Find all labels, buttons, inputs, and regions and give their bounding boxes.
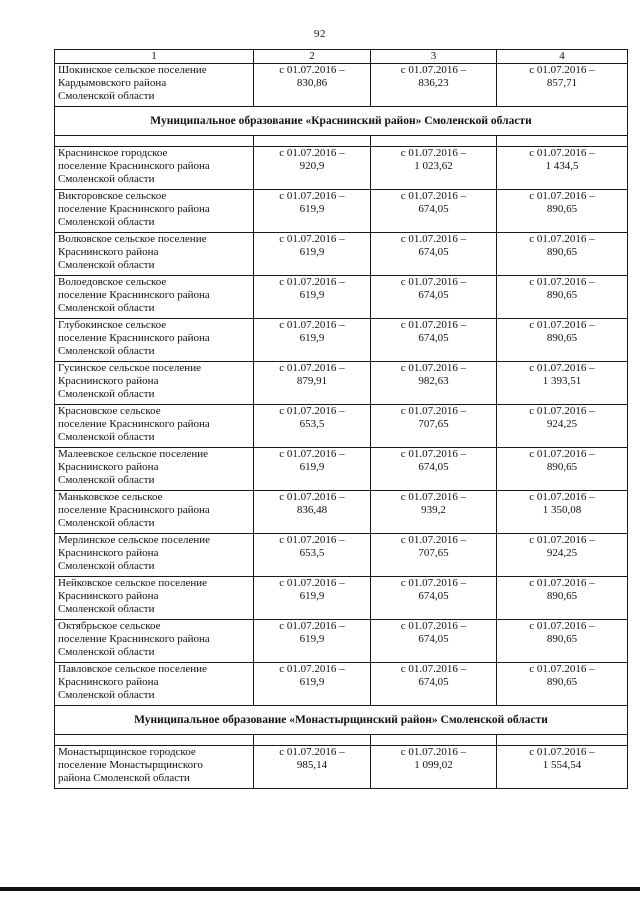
settlement-name-cell: [55, 233, 254, 276]
cell-line: с 01.07.2016 –: [529, 276, 595, 288]
column-header: 2: [254, 50, 371, 64]
tariff-cell-c2: [254, 620, 371, 663]
cell-line: с 01.07.2016 –: [529, 577, 595, 589]
cell-line: с 01.07.2016 –: [279, 405, 345, 417]
cell-line: Краснинского района: [58, 375, 159, 387]
cell-line: 920,9: [299, 160, 325, 172]
cell-line: с 01.07.2016 –: [400, 190, 467, 202]
cell-line: с 01.07.2016 –: [400, 746, 467, 758]
cell-line: Смоленской области: [58, 173, 155, 185]
cell-line: с 01.07.2016 –: [279, 233, 345, 245]
tariff-cell-c4: [497, 577, 628, 620]
tariff-cell-c2: [254, 147, 371, 190]
bottom-scan-border: [0, 887, 640, 891]
tariff-cell-c3: [371, 276, 497, 319]
table-row: [55, 362, 628, 405]
table-row: [55, 319, 628, 362]
cell-line: с 01.07.2016 –: [529, 64, 595, 76]
cell-line: поселение Краснинского района: [58, 633, 210, 645]
tariff-cell-c3: [371, 746, 497, 789]
cell-line: с 01.07.2016 –: [529, 663, 595, 675]
settlement-name-cell: [55, 276, 254, 319]
cell-line: 890,65: [546, 461, 578, 473]
table-row: [55, 491, 628, 534]
cell-line: 707,65: [418, 418, 449, 430]
cell-line: с 01.07.2016 –: [279, 319, 345, 331]
cell-line: 1 554,54: [542, 759, 582, 771]
cell-line: Викторовское сельское: [58, 190, 167, 202]
tariff-cell-c3: [371, 663, 497, 706]
table-row: [55, 64, 628, 107]
tariff-cell-c2: [254, 190, 371, 233]
cell-line: 890,65: [546, 289, 578, 301]
settlement-name-cell: [55, 491, 254, 534]
section-heading-row: [55, 706, 628, 735]
cell-line: 619,9: [299, 676, 325, 688]
cell-line: Смоленской области: [58, 90, 155, 102]
cell-line: Смоленской области: [58, 560, 155, 572]
settlement-name-cell: [55, 663, 254, 706]
settlement-name-cell: [55, 405, 254, 448]
cell-line: 674,05: [418, 332, 449, 344]
cell-line: поселение Монастырщинского: [58, 759, 203, 771]
spacer-cell: [371, 735, 497, 746]
tariff-table: [54, 49, 628, 789]
settlement-name-cell: [55, 190, 254, 233]
cell-line: с 01.07.2016 –: [400, 319, 467, 331]
cell-line: с 01.07.2016 –: [279, 577, 345, 589]
tariff-cell-c3: [371, 64, 497, 107]
cell-line: 890,65: [546, 633, 578, 645]
tariff-table-body: [55, 50, 628, 789]
cell-line: с 01.07.2016 –: [529, 405, 595, 417]
cell-line: поселение Краснинского района: [58, 504, 210, 516]
cell-line: 619,9: [299, 590, 325, 602]
cell-line: Краснинское городское: [58, 147, 168, 159]
cell-line: 924,25: [546, 547, 578, 559]
cell-line: с 01.07.2016 –: [279, 190, 345, 202]
cell-line: 982,63: [418, 375, 449, 387]
cell-line: Глубокинское сельское: [58, 319, 167, 331]
cell-line: 674,05: [418, 289, 449, 301]
cell-line: 619,9: [299, 289, 325, 301]
tariff-cell-c4: [497, 319, 628, 362]
cell-line: 674,05: [418, 246, 449, 258]
table-row: [55, 233, 628, 276]
tariff-cell-c3: [371, 362, 497, 405]
cell-line: Смоленской области: [58, 646, 155, 658]
cell-line: с 01.07.2016 –: [529, 746, 595, 758]
tariff-cell-c3: [371, 233, 497, 276]
cell-line: с 01.07.2016 –: [400, 362, 467, 374]
cell-line: с 01.07.2016 –: [400, 534, 467, 546]
cell-line: поселение Краснинского района: [58, 203, 210, 215]
settlement-name-cell: [55, 319, 254, 362]
cell-line: Смоленской области: [58, 345, 155, 357]
cell-line: с 01.07.2016 –: [279, 362, 345, 374]
cell-line: 830,86: [296, 77, 328, 89]
tariff-cell-c2: [254, 233, 371, 276]
section-heading: Муниципальное образование «Краснинский район» Смоленской области: [55, 107, 628, 136]
table-row: [55, 534, 628, 577]
tariff-cell-c4: [497, 620, 628, 663]
cell-line: 674,05: [418, 590, 449, 602]
table-row: [55, 577, 628, 620]
tariff-cell-c4: [497, 746, 628, 789]
tariff-cell-c4: [497, 534, 628, 577]
tariff-cell-c2: [254, 276, 371, 319]
cell-line: Смоленской области: [58, 517, 155, 529]
cell-line: 1 350,08: [542, 504, 582, 516]
spacer-row: [55, 136, 628, 147]
spacer-cell: [254, 735, 371, 746]
cell-line: района Смоленской области: [58, 772, 190, 784]
cell-line: Краснинского района: [58, 547, 159, 559]
tariff-cell-c4: [497, 491, 628, 534]
cell-line: с 01.07.2016 –: [279, 276, 345, 288]
cell-line: с 01.07.2016 –: [279, 746, 345, 758]
cell-line: с 01.07.2016 –: [529, 362, 595, 374]
cell-line: Краснинского района: [58, 676, 159, 688]
cell-line: 674,05: [418, 633, 449, 645]
cell-line: 653,5: [299, 418, 325, 430]
cell-line: Маньковское сельское: [58, 491, 163, 503]
cell-line: с 01.07.2016 –: [400, 276, 467, 288]
tariff-cell-c4: [497, 405, 628, 448]
section-heading-row: [55, 107, 628, 136]
tariff-cell-c2: [254, 448, 371, 491]
cell-line: 924,25: [546, 418, 578, 430]
cell-line: 674,05: [418, 203, 449, 215]
cell-line: 619,9: [299, 246, 325, 258]
table-row: [55, 405, 628, 448]
tariff-cell-c3: [371, 491, 497, 534]
tariff-cell-c4: [497, 362, 628, 405]
cell-line: Малеевское сельское поселение: [58, 448, 209, 460]
tariff-cell-c2: [254, 577, 371, 620]
column-header: 1: [55, 50, 254, 64]
settlement-name-cell: [55, 448, 254, 491]
tariff-cell-c2: [254, 534, 371, 577]
cell-line: Мерлинское сельское поселение: [58, 534, 210, 546]
cell-line: Краснинского района: [58, 461, 159, 473]
cell-line: 836,48: [296, 504, 328, 516]
cell-line: 674,05: [418, 676, 449, 688]
cell-line: 890,65: [546, 676, 578, 688]
tariff-cell-c3: [371, 190, 497, 233]
cell-line: 619,9: [299, 461, 325, 473]
cell-line: Смоленской области: [58, 216, 155, 228]
cell-line: Красновское сельское: [58, 405, 161, 417]
cell-line: Волковское сельское поселение: [58, 233, 207, 245]
cell-line: 890,65: [546, 332, 578, 344]
cell-line: 836,23: [418, 77, 449, 89]
cell-line: с 01.07.2016 –: [400, 491, 467, 503]
cell-line: с 01.07.2016 –: [529, 233, 595, 245]
cell-line: 1 434,5: [545, 160, 579, 172]
cell-line: 619,9: [299, 633, 325, 645]
cell-line: с 01.07.2016 –: [279, 491, 345, 503]
tariff-cell-c2: [254, 746, 371, 789]
cell-line: Смоленской области: [58, 259, 155, 271]
cell-line: с 01.07.2016 –: [400, 577, 467, 589]
cell-line: Нейковское сельское поселение: [58, 577, 207, 589]
settlement-name-cell: [55, 64, 254, 107]
tariff-cell-c4: [497, 64, 628, 107]
cell-line: 653,5: [299, 547, 325, 559]
spacer-cell: [371, 136, 497, 147]
cell-line: с 01.07.2016 –: [400, 448, 467, 460]
cell-line: с 01.07.2016 –: [279, 534, 345, 546]
cell-line: с 01.07.2016 –: [529, 190, 595, 202]
cell-line: Кардымовского района: [58, 77, 167, 89]
tariff-cell-c2: [254, 405, 371, 448]
cell-line: с 01.07.2016 –: [279, 663, 345, 675]
table-row: [55, 746, 628, 789]
settlement-name-cell: [55, 620, 254, 663]
cell-line: с 01.07.2016 –: [529, 147, 595, 159]
tariff-cell-c3: [371, 577, 497, 620]
tariff-cell-c2: [254, 319, 371, 362]
cell-line: с 01.07.2016 –: [400, 663, 467, 675]
table-row: [55, 448, 628, 491]
spacer-row: [55, 735, 628, 746]
spacer-cell: [497, 136, 628, 147]
spacer-cell: [497, 735, 628, 746]
cell-line: поселение Краснинского района: [58, 289, 210, 301]
cell-line: с 01.07.2016 –: [400, 620, 467, 632]
cell-line: 985,14: [296, 759, 328, 771]
cell-line: с 01.07.2016 –: [279, 64, 345, 76]
settlement-name-cell: [55, 746, 254, 789]
spacer-cell: [254, 136, 371, 147]
table-row: [55, 147, 628, 190]
tariff-cell-c2: [254, 64, 371, 107]
cell-line: Смоленской области: [58, 431, 155, 443]
cell-line: 939,2: [421, 504, 446, 516]
cell-line: 674,05: [418, 461, 449, 473]
cell-line: с 01.07.2016 –: [529, 620, 595, 632]
cell-line: Гусинское сельское поселение: [58, 362, 201, 374]
tariff-cell-c2: [254, 491, 371, 534]
table-row: [55, 276, 628, 319]
table-row: [55, 620, 628, 663]
page-number: 92: [314, 28, 326, 40]
cell-line: с 01.07.2016 –: [279, 448, 345, 460]
cell-line: Краснинского района: [58, 246, 159, 258]
tariff-cell-c3: [371, 620, 497, 663]
spacer-cell: [55, 735, 254, 746]
tariff-cell-c4: [497, 190, 628, 233]
cell-line: с 01.07.2016 –: [400, 64, 467, 76]
cell-line: с 01.07.2016 –: [400, 147, 467, 159]
tariff-cell-c4: [497, 233, 628, 276]
cell-line: Смоленской области: [58, 302, 155, 314]
cell-line: с 01.07.2016 –: [529, 534, 595, 546]
cell-line: Смоленской области: [58, 388, 155, 400]
cell-line: 1 023,62: [414, 160, 453, 172]
cell-line: Волоедовское сельское: [58, 276, 167, 288]
cell-line: Шокинское сельское поселение: [58, 64, 207, 76]
cell-line: Смоленской области: [58, 603, 155, 615]
tariff-cell-c2: [254, 362, 371, 405]
cell-line: 707,65: [418, 547, 449, 559]
cell-line: 890,65: [546, 590, 578, 602]
settlement-name-cell: [55, 577, 254, 620]
cell-line: 1 099,02: [414, 759, 453, 771]
settlement-name-cell: [55, 147, 254, 190]
section-heading: Муниципальное образование «Монастырщинский район» Смоленской области: [55, 706, 628, 735]
cell-line: с 01.07.2016 –: [529, 491, 595, 503]
tariff-cell-c4: [497, 147, 628, 190]
tariff-cell-c3: [371, 319, 497, 362]
settlement-name-cell: [55, 534, 254, 577]
tariff-cell-c2: [254, 663, 371, 706]
column-header: 3: [371, 50, 497, 64]
cell-line: Краснинского района: [58, 590, 159, 602]
column-header: 4: [497, 50, 628, 64]
tariff-cell-c4: [497, 276, 628, 319]
tariff-cell-c3: [371, 448, 497, 491]
cell-line: с 01.07.2016 –: [279, 620, 345, 632]
tariff-cell-c3: [371, 534, 497, 577]
tariff-cell-c3: [371, 405, 497, 448]
settlement-name-cell: [55, 362, 254, 405]
cell-line: поселение Краснинского района: [58, 418, 210, 430]
cell-line: с 01.07.2016 –: [529, 319, 595, 331]
cell-line: с 01.07.2016 –: [529, 448, 595, 460]
cell-line: Павловское сельское поселение: [58, 663, 207, 675]
cell-line: Монастырщинское городское: [58, 746, 196, 758]
cell-line: 1 393,51: [542, 375, 582, 387]
tariff-cell-c4: [497, 448, 628, 491]
table-row: [55, 190, 628, 233]
cell-line: 890,65: [546, 246, 578, 258]
cell-line: с 01.07.2016 –: [400, 233, 467, 245]
tariff-cell-c4: [497, 663, 628, 706]
cell-line: Смоленской области: [58, 474, 155, 486]
cell-line: 619,9: [299, 332, 325, 344]
cell-line: поселение Краснинского района: [58, 332, 210, 344]
tariff-cell-c3: [371, 147, 497, 190]
spacer-cell: [55, 136, 254, 147]
cell-line: 619,9: [299, 203, 325, 215]
table-header-row: [55, 50, 628, 64]
cell-line: 857,71: [546, 77, 578, 89]
cell-line: 890,65: [546, 203, 578, 215]
cell-line: поселение Краснинского района: [58, 160, 210, 172]
cell-line: с 01.07.2016 –: [400, 405, 467, 417]
cell-line: Смоленской области: [58, 689, 155, 701]
table-row: [55, 663, 628, 706]
cell-line: Октябрьское сельское: [58, 620, 161, 632]
cell-line: 879,91: [296, 375, 328, 387]
cell-line: с 01.07.2016 –: [279, 147, 345, 159]
